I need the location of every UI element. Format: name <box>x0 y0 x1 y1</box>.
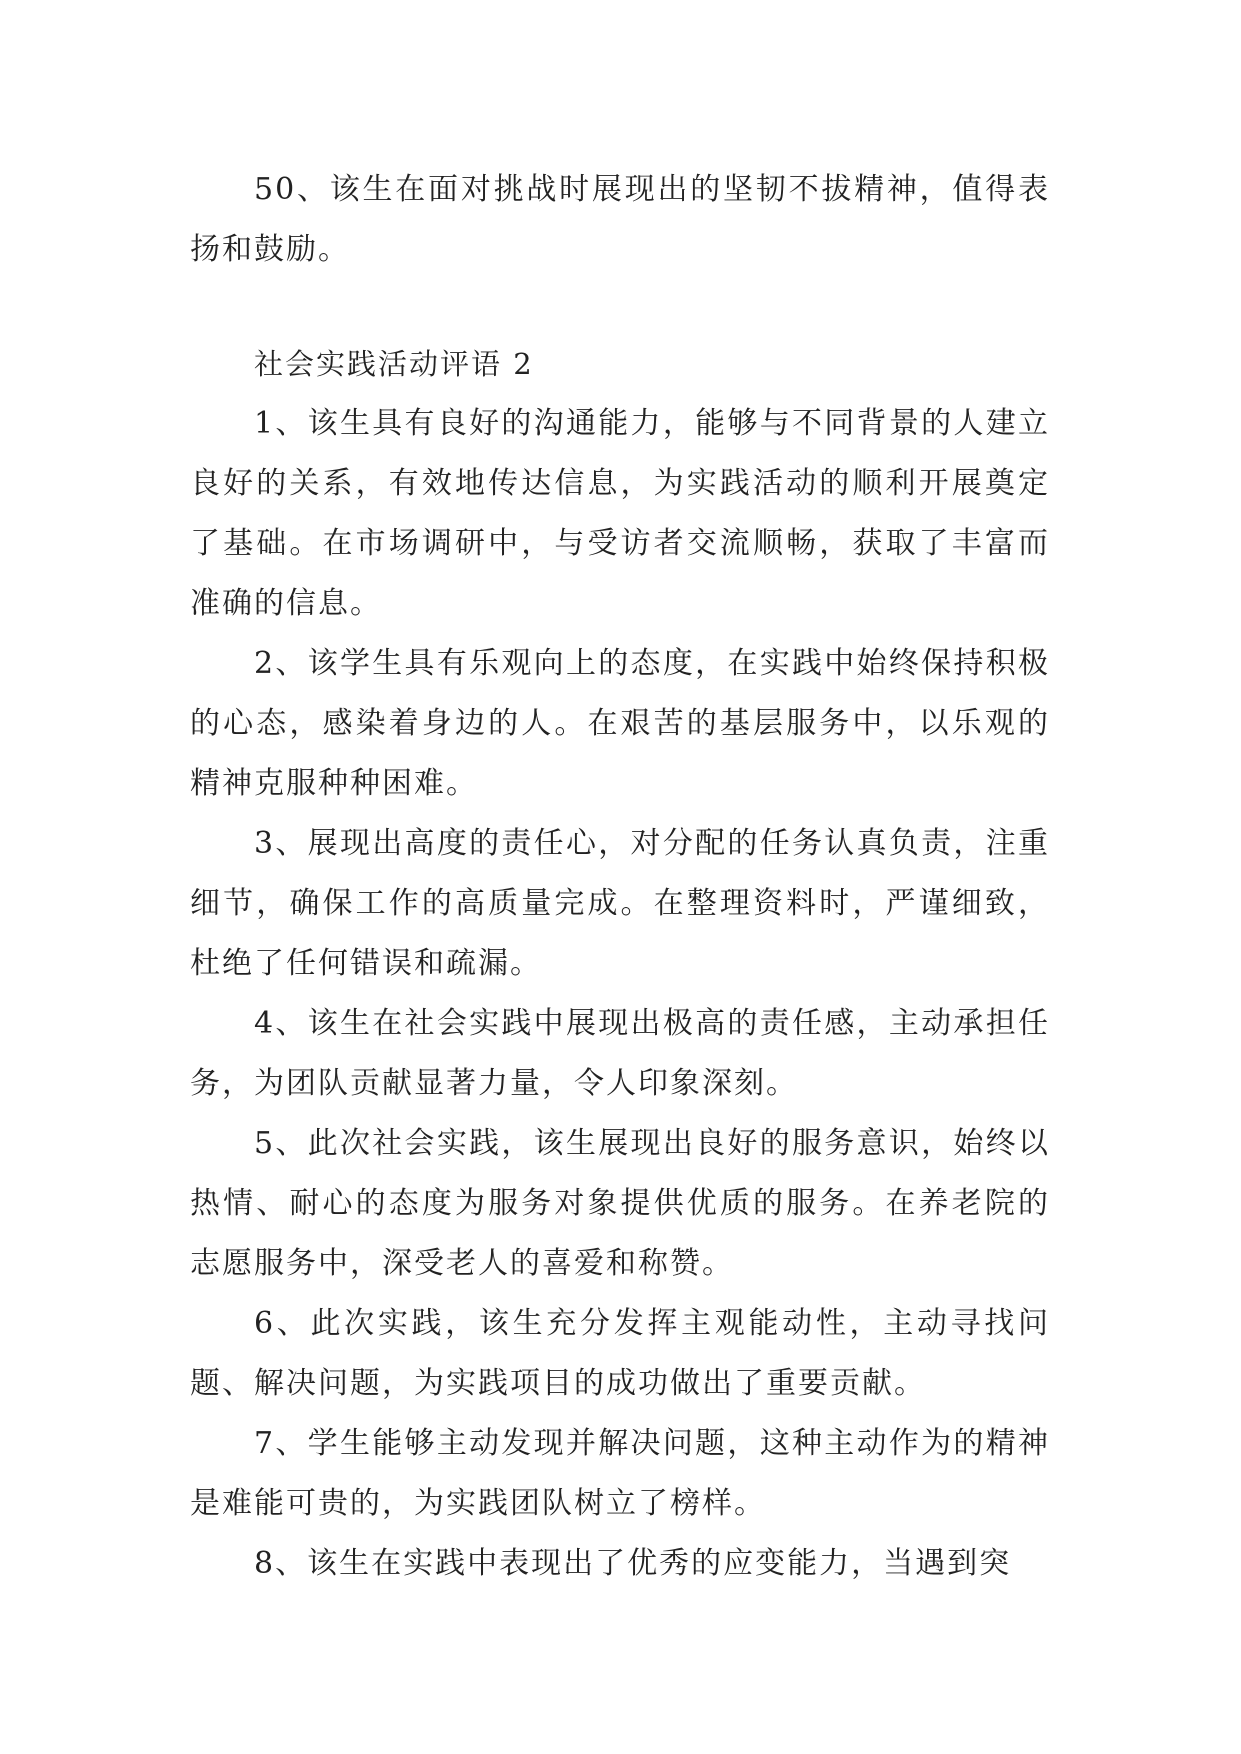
paragraph-7: 7、学生能够主动发现并解决问题，这种主动作为的精神是难能可贵的，为实践团队树立了榜样。 <box>190 1426 1050 1521</box>
paragraph-8: 8、该生在实践中表现出了优秀的应变能力，当遇到突 <box>254 1546 1012 1581</box>
paragraph-3: 3、展现出高度的责任心，对分配的任务认真负责，注重细节，确保工作的高质量完成。在整理资料时，严谨细致，杜绝了任何错误和疏漏。 <box>190 826 1050 981</box>
paragraph-5: 5、此次社会实践，该生展现出良好的服务意识，始终以热情、耐心的态度为服务对象提供优质的服务。在养老院的志愿服务中，深受老人的喜爱和称赞。 <box>190 1126 1050 1281</box>
document-body <box>190 160 1050 1594</box>
section-title: 社会实践活动评语 2 <box>254 347 534 381</box>
paragraph-4: 4、该生在社会实践中展现出极高的责任感，主动承担任务，为团队贡献显著力量，令人印象深刻。 <box>190 1006 1050 1101</box>
paragraph-2: 2、该学生具有乐观向上的态度，在实践中始终保持积极的心态，感染着身边的人。在艰苦的基层服务中，以乐观的精神克服种种困难。 <box>190 646 1050 801</box>
paragraph-6: 6、此次实践，该生充分发挥主观能动性，主动寻找问题、解决问题，为实践项目的成功做出了重要贡献。 <box>190 1306 1050 1401</box>
paragraph-1: 1、该生具有良好的沟通能力，能够与不同背景的人建立良好的关系，有效地传达信息，为实践活动的顺利开展奠定了基础。在市场调研中，与受访者交流顺畅，获取了丰富而准确的信息。 <box>190 406 1050 621</box>
intro-paragraph: 50、该生在面对挑战时展现出的坚韧不拔精神，值得表扬和鼓励。 <box>190 172 1050 267</box>
